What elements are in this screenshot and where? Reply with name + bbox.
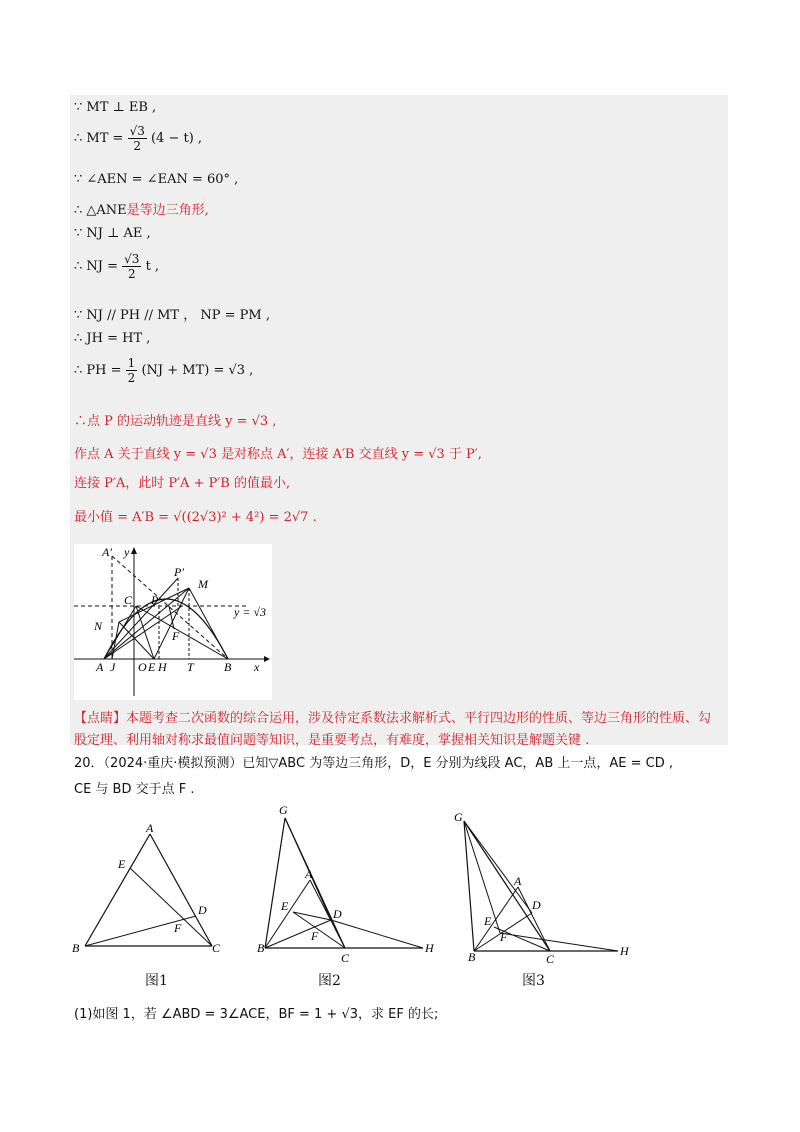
graph-label-T: T (187, 660, 194, 674)
fig1-label-A: A (146, 821, 154, 835)
fig3-label-A: A (514, 874, 522, 888)
figure-1 (70, 820, 230, 965)
fig2-label-C: C (341, 951, 350, 965)
fig2-label-A: A (305, 867, 313, 881)
fig1-label-B: B (72, 941, 80, 955)
graph-label-A-prime: A′ (102, 545, 112, 559)
graph-label-C: C (124, 593, 133, 607)
fig1-caption: 图1 (145, 973, 168, 989)
solution-line-9: ∴ PH = $\frac{1}{2}$ (NJ + MT) = √3 , (74, 356, 254, 385)
graph-label-P: P (151, 593, 159, 607)
problem-line-2: CE 与 BD 交于点 F . (74, 782, 195, 797)
fig3-label-H: H (620, 944, 629, 958)
fig1-label-D: D (198, 903, 207, 917)
figure-3 (450, 805, 640, 965)
solution-line-10: ∴点 P 的运动轨迹是直线 y = √3 , (74, 414, 277, 429)
fig1-label-F: F (174, 921, 182, 935)
subquestion-1: (1)如图 1，若 ∠ABD = 3∠ACE，BF = 1 + √3，求 EF 的长; (74, 1007, 439, 1022)
comment-label: 【点睛】 (74, 711, 127, 726)
graph-label-M: M (198, 577, 208, 591)
graph-label-E: E (148, 660, 156, 674)
fig1-label-E: E (118, 857, 126, 871)
comment-text: 本题考查二次函数的综合运用，涉及待定系数法求解析式、平行四边形的性质、等边三角形的性质、勾股定理、利用轴对称求最值问题等知识，是重要考点，有难度，掌握相关知识是解题关键 . (74, 711, 712, 748)
figure-2 (255, 800, 445, 965)
graph-label-O: O (138, 660, 147, 674)
solution-line-4: ∴ △ANE是等边三角形, (74, 203, 209, 218)
graph-label-B: B (224, 660, 232, 674)
fig3-label-D: D (532, 898, 541, 912)
graph-label-line: y = √3 (234, 605, 267, 619)
comment-block (74, 708, 724, 752)
fig2-caption: 图2 (318, 973, 341, 989)
fig3-label-B: B (468, 950, 476, 964)
solution-line-11: 作点 A 关于直线 y = √3 是对称点 A′，连接 A′B 交直线 y = √3 于 P′, (74, 447, 482, 462)
graph-label-y: y (124, 545, 130, 559)
fig2-label-F: F (311, 929, 319, 943)
graph-label-P-prime: P′ (174, 565, 184, 579)
solution-line-7: ∵ NJ // PH // MT ， NP = PM , (74, 308, 270, 323)
graph-label-F: F (172, 629, 180, 643)
fig3-caption: 图3 (522, 973, 545, 989)
graph-label-A: A (96, 660, 104, 674)
parabola-graph (74, 544, 272, 700)
fig1-label-C: C (212, 941, 221, 955)
solution-line-5: ∵ NJ ⊥ AE , (74, 226, 151, 241)
fig3-label-F: F (500, 930, 508, 944)
fig2-label-G: G (279, 803, 288, 817)
graph-label-H: H (158, 660, 167, 674)
solution-line-2: ∴ MT = $\frac{√3}{2}$ (4 − t) , (74, 124, 203, 153)
fig3-label-C: C (546, 952, 555, 965)
fig2-label-H: H (425, 941, 434, 955)
fig2-label-E: E (281, 899, 289, 913)
graph-label-N: N (94, 619, 103, 633)
fig2-label-D: D (333, 907, 342, 921)
solution-line-12: 连接 P′A，此时 P′A + P′B 的值最小, (74, 476, 291, 491)
fig3-label-E: E (484, 914, 492, 928)
problem-line-1: 20．（2024·重庆·模拟预测）已知▽ABC 为等边三角形，D，E 分别为线段 AC，AB 上一点，AE = CD , (74, 756, 673, 771)
solution-line-8: ∴ JH = HT , (74, 331, 151, 346)
solution-line-3: ∵ ∠AEN = ∠EAN = 60° , (74, 172, 239, 187)
fig3-label-G: G (454, 810, 463, 824)
graph-label-x: x (254, 660, 260, 674)
solution-line-6: ∴ NJ = $\frac{√3}{2}$ t , (74, 252, 160, 281)
solution-line-13: 最小值 = A′B = √((2√3)² + 4²) = 2√7 . (74, 510, 317, 525)
graph-label-J: J (110, 660, 116, 674)
solution-line-1: ∵ MT ⊥ EB , (74, 100, 157, 115)
fig2-label-B: B (257, 941, 265, 955)
